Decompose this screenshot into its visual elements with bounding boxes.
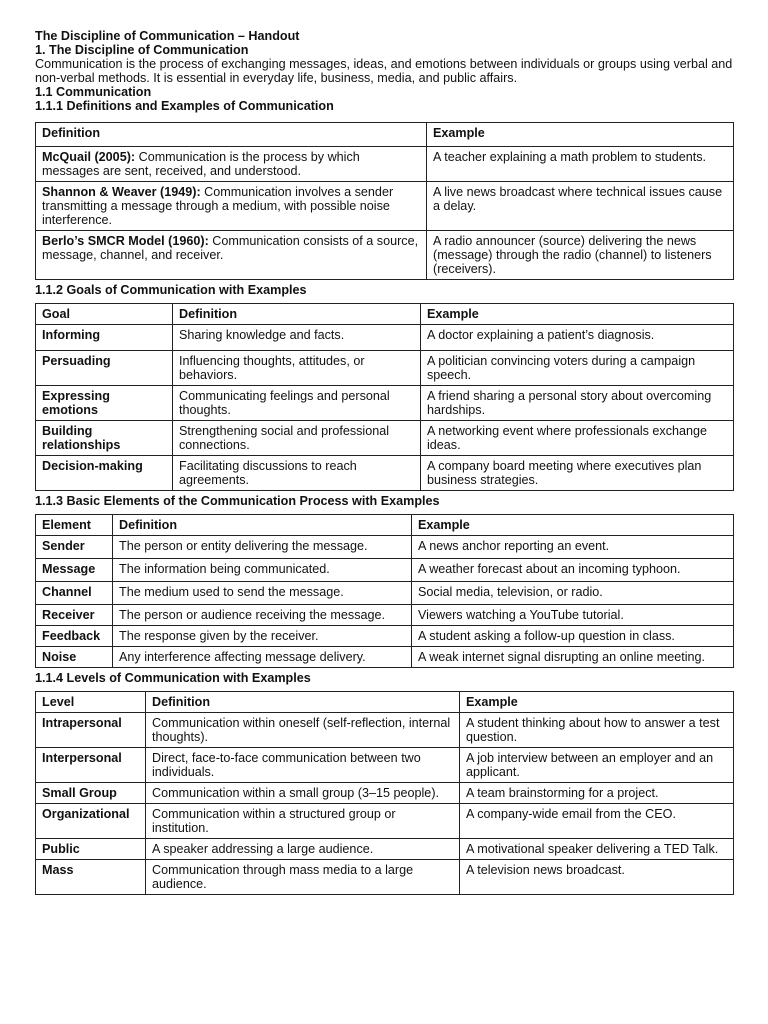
- definition-cell: Communication within a small group (3–15 people).: [146, 782, 460, 803]
- example-cell: A television news broadcast.: [460, 859, 734, 894]
- definition-cell: Communication within oneself (self-reflection, internal thoughts).: [146, 712, 460, 747]
- table-row: [36, 146, 734, 181]
- levels-table: [35, 691, 734, 895]
- table-row: [36, 838, 734, 859]
- definition-cell: The person or audience receiving the message.: [113, 604, 412, 625]
- definition-text: Communication involves a sender transmitting a message through a medium, with possible noise interference.: [42, 184, 394, 227]
- example-cell: A doctor explaining a patient’s diagnosis.: [421, 324, 734, 350]
- table-row: [36, 604, 734, 625]
- table-row: [36, 324, 734, 350]
- goal-cell: Building relationships: [36, 420, 173, 455]
- example-cell: A weather forecast about an incoming typhoon.: [412, 558, 734, 581]
- definition-cell: Sharing knowledge and facts.: [173, 324, 421, 350]
- column-header-example: Example: [460, 691, 734, 712]
- table-row: [36, 782, 734, 803]
- definition-source: McQuail (2005):: [42, 149, 136, 164]
- section-1-1-4-heading: 1.1.4 Levels of Communication with Examples: [35, 670, 311, 685]
- document-title: The Discipline of Communication – Handout: [35, 29, 300, 43]
- table-row: [36, 181, 734, 230]
- definition-text: Communication is the process by which messages are sent, received, and understood.: [42, 149, 360, 178]
- column-header-definition: Definition: [113, 514, 412, 535]
- definition-cell: The information being communicated.: [113, 558, 412, 581]
- goal-cell: Persuading: [36, 350, 173, 385]
- table-row: [36, 859, 734, 894]
- section-1-1-heading: 1.1 Communication: [35, 85, 152, 100]
- goal-cell: Decision-making: [36, 455, 173, 490]
- table-row: [36, 803, 734, 838]
- element-cell: Sender: [36, 535, 113, 558]
- definition-text: Communication consists of a source, message, channel, and receiver.: [42, 233, 419, 262]
- definitions-table: [35, 122, 734, 280]
- level-cell: Interpersonal: [36, 747, 146, 782]
- level-cell: Organizational: [36, 803, 146, 838]
- level-cell: Public: [36, 838, 146, 859]
- elements-table: [35, 514, 734, 668]
- table-header-row: [36, 122, 734, 146]
- table-row: [36, 625, 734, 646]
- definition-source: Shannon & Weaver (1949):: [42, 184, 201, 199]
- intro-paragraph: Communication is the process of exchanging messages, ideas, and emotions between individuals or groups using verbal and non-verbal methods. It is essential in everyday life, business, media, and public affairs.: [35, 57, 733, 86]
- example-cell: A politician convincing voters during a campaign speech.: [421, 350, 734, 385]
- column-header-example: Example: [412, 514, 734, 535]
- element-cell: Feedback: [36, 625, 113, 646]
- element-cell: Channel: [36, 581, 113, 604]
- definition-cell: Any interference affecting message delivery.: [113, 646, 412, 667]
- table-header-row: [36, 303, 734, 324]
- table-row: [36, 455, 734, 490]
- example-cell: A news anchor reporting an event.: [412, 535, 734, 558]
- example-cell: A student thinking about how to answer a test question.: [460, 712, 734, 747]
- table-row: [36, 581, 734, 604]
- level-cell: Small Group: [36, 782, 146, 803]
- level-cell: Mass: [36, 859, 146, 894]
- table-row: [36, 535, 734, 558]
- definition-cell: [36, 146, 427, 181]
- column-header-definition: Definition: [173, 303, 421, 324]
- table-header-row: [36, 691, 734, 712]
- example-cell: A student asking a follow-up question in class.: [412, 625, 734, 646]
- example-cell: A networking event where professionals exchange ideas.: [421, 420, 734, 455]
- column-header-level: Level: [36, 691, 146, 712]
- example-cell: A teacher explaining a math problem to students.: [427, 146, 734, 181]
- goals-table: [35, 303, 734, 491]
- example-cell: A company-wide email from the CEO.: [460, 803, 734, 838]
- definition-cell: Communication within a structured group or institution.: [146, 803, 460, 838]
- example-cell: A company board meeting where executives plan business strategies.: [421, 455, 734, 490]
- element-cell: Message: [36, 558, 113, 581]
- definition-cell: The person or entity delivering the message.: [113, 535, 412, 558]
- example-cell: A radio announcer (source) delivering the news (message) through the radio (channel) to listeners (receivers).: [427, 230, 734, 279]
- section-1-heading: 1. The Discipline of Communication: [35, 43, 249, 58]
- definition-cell: Influencing thoughts, attitudes, or behaviors.: [173, 350, 421, 385]
- definition-cell: Communication through mass media to a large audience.: [146, 859, 460, 894]
- example-cell: A team brainstorming for a project.: [460, 782, 734, 803]
- table-row: [36, 747, 734, 782]
- element-cell: Noise: [36, 646, 113, 667]
- table-row: [36, 646, 734, 667]
- element-cell: Receiver: [36, 604, 113, 625]
- table-header-row: [36, 514, 734, 535]
- definition-cell: The medium used to send the message.: [113, 581, 412, 604]
- section-1-1-3-heading: 1.1.3 Basic Elements of the Communication Process with Examples: [35, 493, 440, 508]
- definition-cell: [36, 230, 427, 279]
- example-cell: A friend sharing a personal story about overcoming hardships.: [421, 385, 734, 420]
- handout-page: [35, 29, 733, 898]
- table-row: [36, 558, 734, 581]
- example-cell: A live news broadcast where technical issues cause a delay.: [427, 181, 734, 230]
- table-row: [36, 712, 734, 747]
- column-header-example: Example: [421, 303, 734, 324]
- example-cell: A weak internet signal disrupting an online meeting.: [412, 646, 734, 667]
- definition-cell: A speaker addressing a large audience.: [146, 838, 460, 859]
- definition-cell: Facilitating discussions to reach agreements.: [173, 455, 421, 490]
- definition-source: Berlo’s SMCR Model (1960):: [42, 233, 209, 248]
- example-cell: Social media, television, or radio.: [412, 581, 734, 604]
- column-header-element: Element: [36, 514, 113, 535]
- definition-cell: The response given by the receiver.: [113, 625, 412, 646]
- definition-cell: Communicating feelings and personal thoughts.: [173, 385, 421, 420]
- definition-cell: Strengthening social and professional connections.: [173, 420, 421, 455]
- table-row: [36, 350, 734, 385]
- table-row: [36, 420, 734, 455]
- example-cell: A job interview between an employer and an applicant.: [460, 747, 734, 782]
- definition-cell: [36, 181, 427, 230]
- column-header-goal: Goal: [36, 303, 173, 324]
- table-row: [36, 230, 734, 279]
- section-1-1-2-heading: 1.1.2 Goals of Communication with Examples: [35, 282, 307, 297]
- definition-cell: Direct, face-to-face communication between two individuals.: [146, 747, 460, 782]
- section-1-1-1-heading: 1.1.1 Definitions and Examples of Communication: [35, 99, 334, 114]
- example-cell: A motivational speaker delivering a TED Talk.: [460, 838, 734, 859]
- column-header-definition: Definition: [146, 691, 460, 712]
- goal-cell: Expressing emotions: [36, 385, 173, 420]
- example-cell: Viewers watching a YouTube tutorial.: [412, 604, 734, 625]
- level-cell: Intrapersonal: [36, 712, 146, 747]
- column-header-example: Example: [427, 122, 734, 146]
- table-row: [36, 385, 734, 420]
- goal-cell: Informing: [36, 324, 173, 350]
- column-header-definition: Definition: [36, 122, 427, 146]
